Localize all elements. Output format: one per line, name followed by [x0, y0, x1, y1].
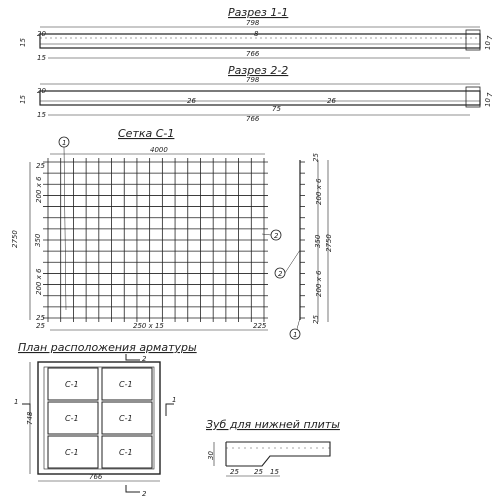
section-2-title: Разрез 2-2: [228, 64, 289, 77]
side-dim-5: 25: [312, 315, 320, 324]
mesh-bottom-dim: 250 x 15: [133, 322, 164, 330]
plan-cell-label: С-1: [119, 448, 133, 457]
plan-cells: [48, 368, 152, 468]
rebar-plan: [14, 341, 197, 498]
tooth-dim-c: 15: [270, 468, 279, 476]
section-1-right-dim-b: 7: [486, 35, 494, 40]
side-total-dim: 2750: [325, 234, 333, 252]
tooth-dim-b: 25: [254, 468, 263, 476]
side-dim-2: 200 x 6: [315, 178, 323, 205]
section-1-1: [19, 6, 494, 62]
plan-slab-outline: [38, 362, 160, 474]
plan-title: План расположения арматуры: [18, 341, 197, 354]
section-1-left-top-dim: 20: [37, 30, 46, 38]
callout-2b-leader: [285, 250, 300, 273]
section-2-bottom-dim: 766: [246, 115, 260, 123]
section-2-inner-dim-a: 26: [187, 97, 196, 105]
mesh-height-dim: 2750: [11, 230, 19, 248]
plan-cut-bottom-label: 2: [142, 490, 147, 498]
callout-1-label: 1: [62, 139, 67, 147]
section-1-bottom-dim: 766: [246, 50, 260, 58]
plan-cell-label: С-1: [65, 448, 79, 457]
section-2-slab: [40, 91, 480, 105]
mesh-left-dim-1: 25: [36, 162, 45, 170]
plan-cut-right-label: 1: [172, 396, 177, 404]
plan-cut-bottom: [126, 485, 140, 492]
mesh-left-dim-2: 200 x 6: [35, 176, 43, 203]
section-2-end-detail: [466, 87, 480, 107]
tooth-detail: [206, 418, 340, 476]
callout-2a-label: 2: [274, 232, 279, 240]
tooth-dim-a: 25: [230, 468, 239, 476]
section-2-total-dim: 798: [246, 76, 260, 84]
side-callout-leader: [297, 318, 300, 329]
mesh-title: Сетка С-1: [118, 127, 175, 140]
section-1-total-dim: 798: [246, 19, 260, 27]
section-2-inner-dim-b: 75: [272, 105, 281, 113]
side-dim-3: 350: [314, 234, 322, 248]
section-1-right-dim-a: 10: [484, 41, 492, 50]
side-dim-4: 200 x 6: [315, 270, 323, 297]
side-dim-1: 25: [312, 153, 320, 162]
mesh-c1: [11, 127, 300, 330]
callout-2a-leader: [262, 234, 271, 235]
plan-slab-inner: [44, 367, 154, 469]
mesh-left-dim-5: 25: [36, 314, 45, 322]
plan-cell-label: С-1: [119, 380, 133, 389]
side-callout-label: 1: [293, 331, 298, 339]
section-2-right-dim-a: 10: [484, 98, 492, 107]
mesh-left-dim-3: 350: [34, 233, 42, 247]
mesh-side-view: [290, 153, 333, 339]
tooth-title: Зуб для нижней плиты: [206, 418, 340, 431]
callout-2b-label: 2: [278, 270, 283, 278]
plan-cut-top: [126, 354, 140, 360]
plan-cell-label: С-1: [119, 414, 133, 423]
plan-cell-label: С-1: [65, 380, 79, 389]
section-2-left-bottom-dim: 15: [37, 111, 46, 119]
tooth-height-dim: 30: [207, 451, 215, 460]
plan-cut-left-label: 1: [14, 398, 19, 406]
plan-height-dim: 748: [26, 411, 34, 425]
mesh-left-dim-4: 200 x 6: [35, 268, 43, 295]
section-1-left-height-dim: 15: [19, 38, 27, 47]
section-1-slab: [40, 34, 480, 48]
mesh-bottom-right-dim: 225: [253, 322, 267, 330]
mesh-grid: [43, 158, 268, 322]
section-2-left-height-dim: 15: [19, 95, 27, 104]
side-ticks: [300, 162, 305, 318]
section-2-left-top-dim: 20: [37, 87, 46, 95]
plan-cut-right: [166, 404, 174, 416]
plan-cell-label: С-1: [65, 414, 79, 423]
section-1-title: Разрез 1-1: [228, 6, 289, 19]
section-2-inner-dim-c: 26: [327, 97, 336, 105]
mesh-width-dim: 4000: [150, 146, 168, 154]
plan-cut-top-label: 2: [142, 355, 147, 363]
mesh-bottom-left-dim: 25: [36, 322, 45, 330]
section-1-end-detail: [466, 30, 480, 50]
section-2-2: [19, 64, 494, 123]
section-1-left-bottom-dim: 15: [37, 54, 46, 62]
section-1-mark: 8: [254, 30, 259, 38]
tooth-outline: [226, 442, 330, 466]
plan-width-dim: 766: [89, 473, 103, 481]
section-2-right-dim-b: 7: [486, 92, 494, 97]
